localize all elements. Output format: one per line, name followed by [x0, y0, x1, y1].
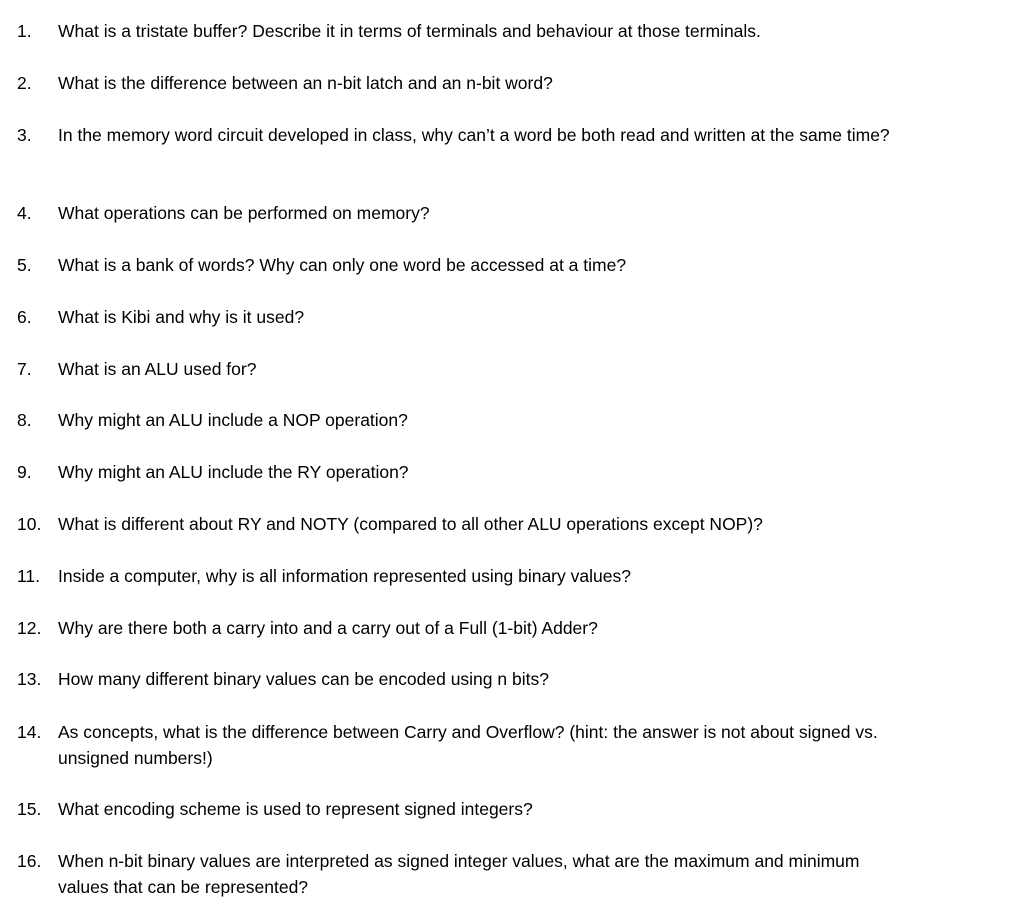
question-text: As concepts, what is the difference between Carry and Overflow? (hint: the answer is not about signed vs. unsigned numbers!) [58, 722, 878, 768]
question-number: 8. [17, 410, 32, 430]
question-text: Why might an ALU include the RY operation? [58, 462, 409, 482]
question-number: 15. [17, 799, 42, 819]
question-text: Why are there both a carry into and a carry out of a Full (1-bit) Adder? [58, 618, 598, 638]
question-text: In the memory word circuit developed in class, why can’t a word be both read and written at the same time? [58, 125, 890, 145]
question-number: 3. [17, 125, 32, 145]
question-number: 5. [17, 255, 32, 275]
question-text: When n-bit binary values are interpreted as signed integer values, what are the maximum and minimum values that can be represented? [58, 851, 860, 897]
question-number: 12. [17, 618, 42, 638]
question-number: 1. [17, 21, 32, 41]
question-number: 2. [17, 73, 32, 93]
question-text: What encoding scheme is used to represent signed integers? [58, 799, 533, 819]
question-text: Why might an ALU include a NOP operation? [58, 410, 408, 430]
question-number: 9. [17, 462, 32, 482]
question-text: Inside a computer, why is all information represented using binary values? [58, 566, 631, 586]
question-text: What is a tristate buffer? Describe it in terms of terminals and behaviour at those terminals. [58, 21, 761, 41]
question-number: 10. [17, 514, 42, 534]
question-number: 6. [17, 307, 32, 327]
question-number: 4. [17, 203, 32, 223]
question-number: 16. [17, 851, 42, 871]
question-number: 14. [17, 722, 42, 742]
question-text: What is Kibi and why is it used? [58, 307, 305, 327]
question-text: What is a bank of words? Why can only one word be accessed at a time? [58, 255, 627, 275]
question-number: 11. [17, 566, 41, 586]
question-text: What is the difference between an n-bit latch and an n-bit word? [58, 73, 553, 93]
question-text: What is an ALU used for? [58, 359, 257, 379]
question-number: 13. [17, 669, 42, 689]
question-text: How many different binary values can be encoded using n bits? [58, 669, 549, 689]
question-text: What is different about RY and NOTY (compared to all other ALU operations except NOP)? [58, 514, 763, 534]
question-number: 7. [17, 359, 32, 379]
question-text: What operations can be performed on memory? [58, 203, 430, 223]
